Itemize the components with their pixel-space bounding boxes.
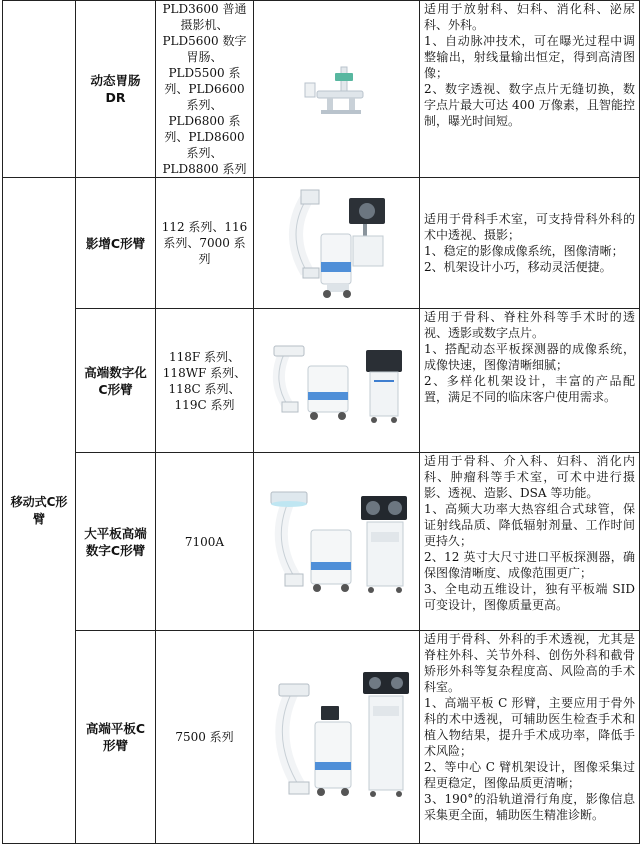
desc-line: 适用于骨科、脊柱外科等手术时的透视、透影或数字点片。 (424, 310, 635, 340)
product-description (420, 453, 640, 631)
category-cell-empty (3, 1, 76, 178)
desc-line: 适用于骨科、外科的手术透视，尤其是脊柱外科、关节外科、创伤外科和截骨矫形外科等复杂程度高、风险高的手术科室。 (424, 632, 635, 694)
product-image-cell (254, 309, 420, 453)
product-name: 动态胃肠DR (76, 1, 156, 178)
desc-line: 3、190°的沿轨道滑行角度，影像信息采集更全面，辅助医生精准诊断。 (424, 792, 635, 822)
product-models: PLD3600 普通摄影机、PLD5600 数字胃肠、PLD5500 系列、PLD6600 系列、PLD6800 系列、PLD8600 系列、PLD8800 系列 (156, 1, 254, 178)
category-cell: 移动式C形臂 (3, 178, 76, 844)
desc-line: 1、高频大功率大热容组合式球管，保证射线品质、降低辐射剂量、工作时间更持久； (424, 502, 635, 548)
product-description (420, 178, 640, 309)
product-description (420, 631, 640, 844)
product-models: 7100A (156, 453, 254, 631)
desc-line: 2、机架设计小巧，移动灵活便捷。 (424, 260, 612, 274)
product-image-cell (254, 178, 420, 309)
table-row (3, 309, 640, 453)
table-row (3, 178, 640, 309)
table-row (3, 453, 640, 631)
product-description (420, 309, 640, 453)
desc-line: 1、搭配动态平板探测器的成像系统，成像快速，图像清晰细腻； (424, 342, 635, 372)
desc-line: 2、等中心 C 臂机架设计，图像采集过程更稳定，图像品质更清晰； (424, 760, 635, 790)
product-models: 112 系列、116 系列、7000 系列 (156, 178, 254, 309)
desc-line: 适用于骨科手术室，可支持骨科外科的术中透视、摄影； (424, 212, 635, 242)
desc-line: 1、高端平板 C 形臂，主要应用于骨外科的术中透视，可辅助医生检查手术和植入物结果，提升手术成功率，降低手术风险； (424, 696, 635, 758)
desc-line: 3、全电动五维设计，独有平板端 SID 可变设计，图像质量更高。 (424, 582, 635, 612)
product-image-cell (254, 453, 420, 631)
high-end-flat-panel-c-arm-image (259, 662, 415, 812)
desc-line: 1、自动脉冲技术，可在曝光过程中调整输出，射线量输出恒定，得到高清图像； (424, 34, 635, 80)
desc-line: 适用于放射科、妇科、消化科、泌尿科、外科。 (424, 2, 635, 32)
product-table (2, 0, 640, 844)
product-name: 大平板高端数字C形臂 (76, 453, 156, 631)
c-arm-image (277, 184, 397, 302)
product-description (420, 1, 640, 178)
desc-line: 2、数字透视、数字点片无缝切换，数字点片最大可达 400 万像素，且智能控制，曝光时间短。 (424, 82, 635, 128)
dr-machine-image (297, 61, 377, 117)
table-row (3, 631, 640, 844)
product-models: 118F 系列、118WF 系列、118C 系列、119C 系列 (156, 309, 254, 453)
large-flat-panel-c-arm-image (259, 482, 415, 602)
desc-line: 1、稳定的影像成像系统，图像清晰； (424, 244, 624, 258)
table-row (3, 1, 640, 178)
product-image-cell (254, 631, 420, 844)
digital-c-arm-image (262, 336, 412, 426)
product-image-cell (254, 1, 420, 178)
product-name: 高端数字化C形臂 (76, 309, 156, 453)
desc-line: 2、多样化机架设计，丰富的产品配置，满足不同的临床客户使用需求。 (424, 374, 635, 404)
product-models: 7500 系列 (156, 631, 254, 844)
product-name: 影增C形臂 (76, 178, 156, 309)
desc-line: 适用于骨科、介入科、妇科、消化内科、肿瘤科等手术室，可术中进行摄影、透视、造影、DSA 等功能。 (424, 454, 635, 500)
product-name: 高端平板C形臂 (76, 631, 156, 844)
desc-line: 2、12 英寸大尺寸进口平板探测器，确保图像清晰度、成像范围更广； (424, 550, 635, 580)
